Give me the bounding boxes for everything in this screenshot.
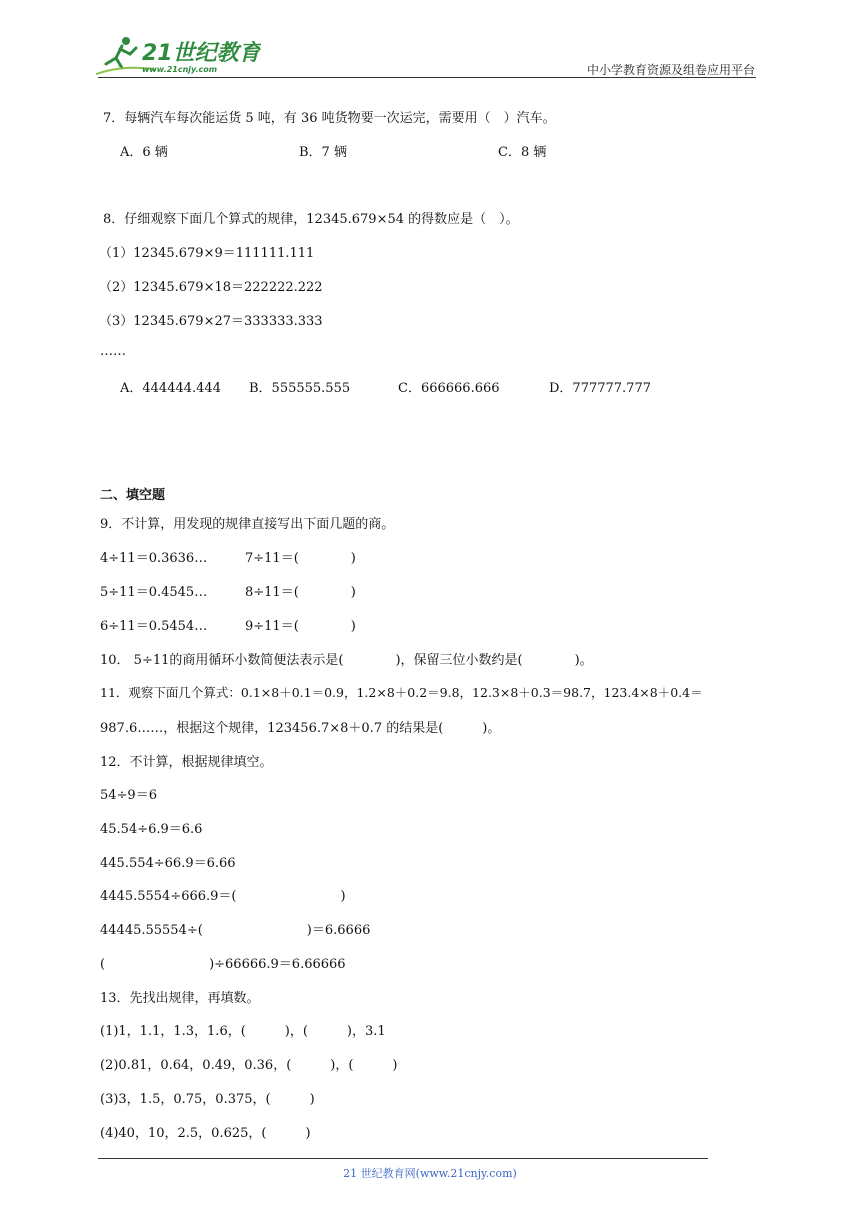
- q11-line-1: 11．观察下面几个算式：0.1×8＋0.1＝0.9，1.2×8＋0.2＝9.8，12.3×8＋0.3＝98.7，123.4×8＋0.4＝: [100, 685, 703, 700]
- q8-option-b: B．555555.555: [249, 381, 351, 396]
- q12-line-6: ( )÷66666.9＝6.66666: [100, 957, 346, 972]
- q13-stem: 13．先找出规律，再填数。: [100, 991, 260, 1006]
- q8-line-3: （3）12345.679×27＝333333.333: [99, 314, 323, 329]
- logo: [96, 34, 261, 78]
- q7-option-c: C．8 辆: [498, 145, 547, 160]
- q13-line-1: (1)1，1.1，1.3，1.6，( )，( )，3.1: [100, 1024, 386, 1039]
- platform-name: 中小学教育资源及组卷应用平台: [586, 63, 755, 77]
- q12-line-5: 44445.55554÷( )＝6.6666: [100, 923, 371, 938]
- q8-ellipsis: ……: [100, 344, 126, 359]
- q13-line-4: (4)40，10，2.5，0.625，( ): [100, 1126, 311, 1141]
- q12-line-1: 54÷9＝6: [100, 788, 157, 803]
- q8-stem: 8．仔细观察下面几个算式的规律，12345.679×54 的得数应是（ ）。: [103, 212, 519, 227]
- q9-known-1: 4÷11＝0.3636…: [100, 551, 208, 566]
- section-title: 二、填空题: [100, 488, 166, 503]
- q8-option-c: C．666666.666: [398, 381, 500, 396]
- q8-line-1: （1）12345.679×9＝111111.111: [99, 246, 315, 261]
- q9-known-3: 6÷11＝0.5454…: [100, 619, 208, 634]
- footer-link[interactable]: 21 世纪教育网(www.21cnjy.com): [343, 1167, 517, 1180]
- header-divider: [98, 77, 756, 78]
- q7-option-a: A．6 辆: [120, 145, 168, 160]
- q13-line-3: (3)3，1.5，0.75，0.375，( ): [100, 1092, 315, 1107]
- q9-blank-2: 8÷11＝( ): [245, 585, 356, 600]
- q12-stem: 12．不计算，根据规律填空。: [100, 755, 273, 770]
- q12-line-4: 4445.5554÷666.9＝( ): [100, 889, 346, 904]
- q13-line-2: (2)0.81，0.64，0.49，0.36，( )，( ): [100, 1058, 398, 1073]
- svg-text:www.21cnjy.com: www.21cnjy.com: [142, 65, 218, 74]
- q7-stem: 7．每辆汽车每次能运货 5 吨，有 36 吨货物要一次运完，需要用（ ）汽车。: [103, 111, 556, 126]
- q11-line-2: 987.6……，根据这个规律，123456.7×8＋0.7 的结果是( )。: [100, 721, 501, 736]
- q8-option-d: D．777777.777: [549, 381, 651, 396]
- q9-blank-3: 9÷11＝( ): [245, 619, 356, 634]
- svg-text:21世纪教育: 21世纪教育: [142, 41, 261, 66]
- q10-stem: 10． 5÷11的商用循环小数简便法表示是( )，保留三位小数约是( )。: [100, 653, 593, 668]
- q12-line-3: 445.554÷66.9＝6.66: [100, 856, 236, 871]
- q9-known-2: 5÷11＝0.4545…: [100, 585, 208, 600]
- q12-line-2: 45.54÷6.9＝6.6: [100, 822, 203, 837]
- q9-stem: 9．不计算，用发现的规律直接写出下面几题的商。: [100, 517, 395, 532]
- footer-divider: [98, 1158, 708, 1159]
- q8-option-a: A．444444.444: [120, 381, 221, 396]
- q9-blank-1: 7÷11＝( ): [245, 551, 356, 566]
- q7-option-b: B．7 辆: [299, 145, 347, 160]
- q8-line-2: （2）12345.679×18＝222222.222: [99, 280, 323, 295]
